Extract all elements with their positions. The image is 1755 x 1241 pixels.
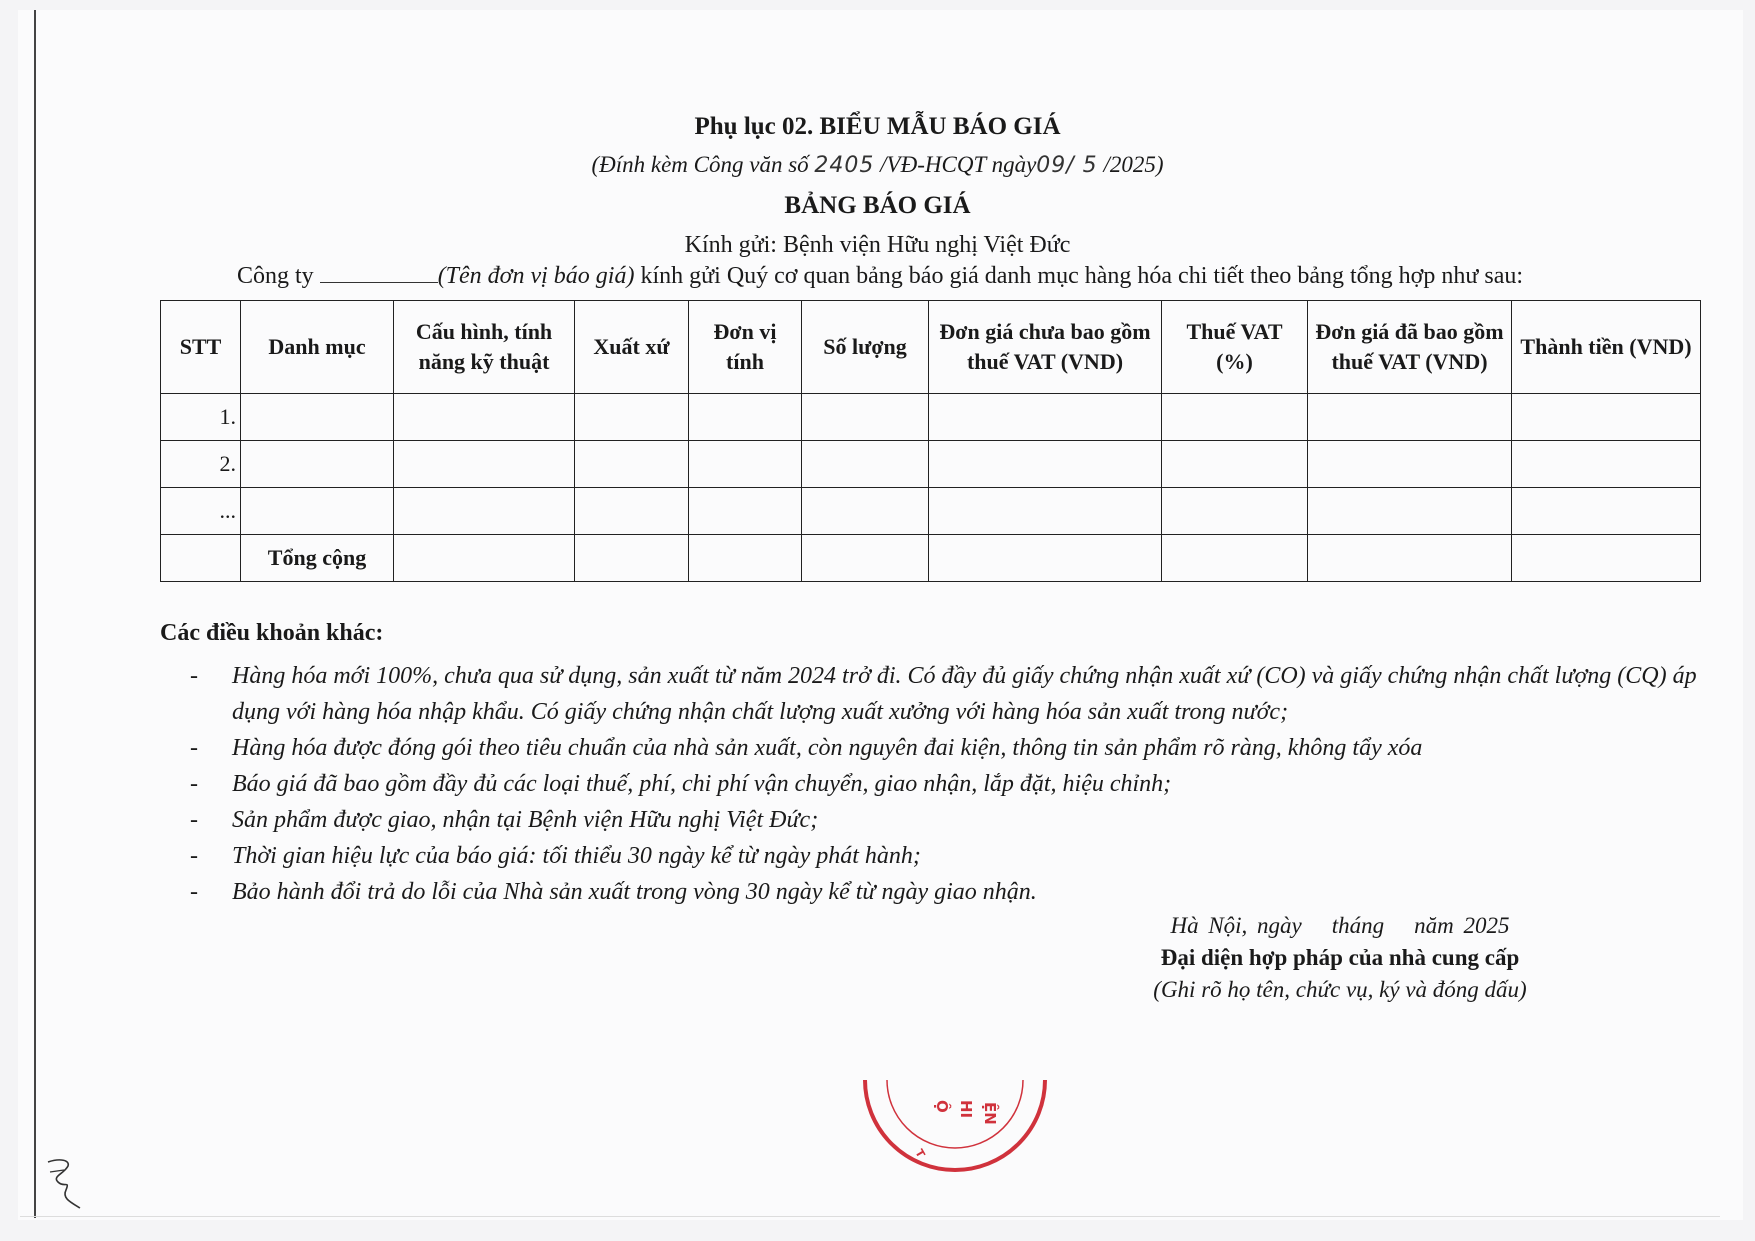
table-cell [394,394,575,441]
table-cell [1308,441,1512,488]
page-bottom-edge [20,1216,1720,1217]
table-cell [394,488,575,535]
header-origin: Xuất xứ [575,301,689,394]
stamp-text: ỆN [981,1102,999,1125]
header-price-excl-vat: Đơn giá chưa bao gồm thuế VAT (VND) [929,301,1162,394]
attachment-mid: /VĐ-HCQT ngày [874,152,1037,177]
table-cell [575,488,689,535]
table-cell [1162,441,1308,488]
signature-note: (Ghi rõ họ tên, chức vụ, ký và đóng dấu) [1153,977,1527,1002]
table-row [161,488,1701,535]
table-cell [929,488,1162,535]
intro-company: Công ty [237,263,320,289]
list-item [190,766,1710,802]
row-number: ... [161,488,241,535]
table-cell [1308,535,1512,582]
table-cell [689,535,802,582]
quote-table [160,300,1701,582]
stamp-text: Ộ [933,1100,951,1113]
table-cell [929,441,1162,488]
table-cell [1162,394,1308,441]
table-cell [689,488,802,535]
header-unit: Đơn vị tính [689,301,802,394]
signature-title: Đại diện hợp pháp của nhà cung cấp [1160,945,1520,970]
table-cell [1512,535,1701,582]
table-header-row [161,301,1701,394]
bullet-dash: - [190,771,198,797]
signature-year: năm 2025 [1414,913,1510,938]
table-row [161,394,1701,441]
terms-list [190,658,1710,910]
total-row [161,535,1701,582]
signature-place: Hà Nội, ngày [1170,913,1302,938]
terms-title: Các điều khoản khác: [160,620,384,646]
table-cell [689,441,802,488]
term-text: Hàng hóa được đóng gói theo tiêu chuẩn của nhà sản xuất, còn nguyên đai kiện, thông tin sản phẩm rõ ràng, không tẩy xóa [232,735,1423,761]
table-cell [1308,394,1512,441]
table-cell [575,394,689,441]
list-item [190,802,1710,838]
table-cell [1162,535,1308,582]
red-seal-stamp [845,1060,1065,1200]
table-cell [241,394,394,441]
header-price-incl-vat: Đơn giá đã bao gồm thuế VAT (VND) [1308,301,1512,394]
term-text: Sản phẩm được giao, nhận tại Bệnh viện Hữu nghị Việt Đức; [232,807,819,833]
term-text: Thời gian hiệu lực của báo giá: tối thiểu 30 ngày kể từ ngày phát hành; [232,843,921,869]
addressee: Kính gửi: Bệnh viện Hữu nghị Việt Đức [684,232,1071,258]
unit-placeholder: (Tên đơn vị báo giá) [437,263,635,289]
attachment-line [0,152,1755,178]
table-cell [241,441,394,488]
intro-text: kính gửi Quý cơ quan bảng báo giá danh mục hàng hóa chi tiết theo bảng tổng hợp như sau: [634,263,1524,289]
table-cell [802,535,929,582]
table-cell [929,535,1162,582]
header-quantity: Số lượng [802,301,929,394]
bullet-dash: - [190,843,198,869]
stamp-text: T [912,1147,928,1161]
header-category: Danh mục [241,301,394,394]
header-vat: Thuế VAT (%) [1162,301,1308,394]
table-cell [1162,488,1308,535]
table-cell [802,488,929,535]
term-text: Bảo hành đổi trả do lỗi của Nhà sản xuất trong vòng 30 ngày kể từ ngày giao nhận. [232,879,1037,905]
table-cell [575,535,689,582]
table-cell [575,441,689,488]
table-cell [1512,394,1701,441]
table-cell [802,394,929,441]
appendix-title: Phụ lục 02. BIỂU MẪU BÁO GIÁ [694,113,1061,140]
row-number: 1. [161,394,241,441]
term-text: Báo giá đã bao gồm đầy đủ các loại thuế, phí, chi phí vận chuyển, giao nhận, lắp đặt, hiệu chỉnh; [232,771,1172,797]
total-label: Tổng cộng [241,535,394,582]
list-item [190,838,1710,874]
bullet-dash: - [190,879,198,905]
table-cell [689,394,802,441]
header-spec: Cấu hình, tính năng kỹ thuật [394,301,575,394]
bullet-dash: - [190,663,198,689]
handwritten-mark-icon [40,1150,100,1210]
table-cell [802,441,929,488]
list-item [190,730,1710,766]
document-title: BẢNG BÁO GIÁ [784,192,971,219]
table-cell [394,535,575,582]
date-handwritten: 09/ 5 [1036,153,1098,178]
signature-date-line [1050,913,1630,939]
table-cell [241,488,394,535]
row-number: 2. [161,441,241,488]
attachment-suffix: /2025) [1097,152,1164,177]
stamp-text: HI [957,1100,975,1119]
table-cell [161,535,241,582]
table-cell [394,441,575,488]
term-text: Hàng hóa mới 100%, chưa qua sử dụng, sản xuất từ năm 2024 trở đi. Có đầy đủ giấy chứng nhận xuất xứ (CO) và giấy chứng nhận chất lượng (CQ) áp dụng với hàng hóa nhập khẩu. Có giấy chứng nhận chất lượng xuất xưởng với hàng hóa sản xuất trong nước; [232,663,1697,725]
table-cell [1512,441,1701,488]
table-cell [929,394,1162,441]
table-cell [1512,488,1701,535]
table-cell [1308,488,1512,535]
intro-paragraph [237,263,1523,290]
list-item [190,874,1710,910]
bullet-dash: - [190,807,198,833]
signature-month: tháng [1331,913,1385,938]
attachment-prefix: (Đính kèm Công văn số [591,152,815,177]
company-name-blank [320,264,438,283]
dispatch-number-handwritten: 2405 [814,153,875,178]
table-row [161,441,1701,488]
list-item [190,658,1710,730]
header-stt: STT [161,301,241,394]
bullet-dash: - [190,735,198,761]
header-amount: Thành tiền (VND) [1512,301,1701,394]
